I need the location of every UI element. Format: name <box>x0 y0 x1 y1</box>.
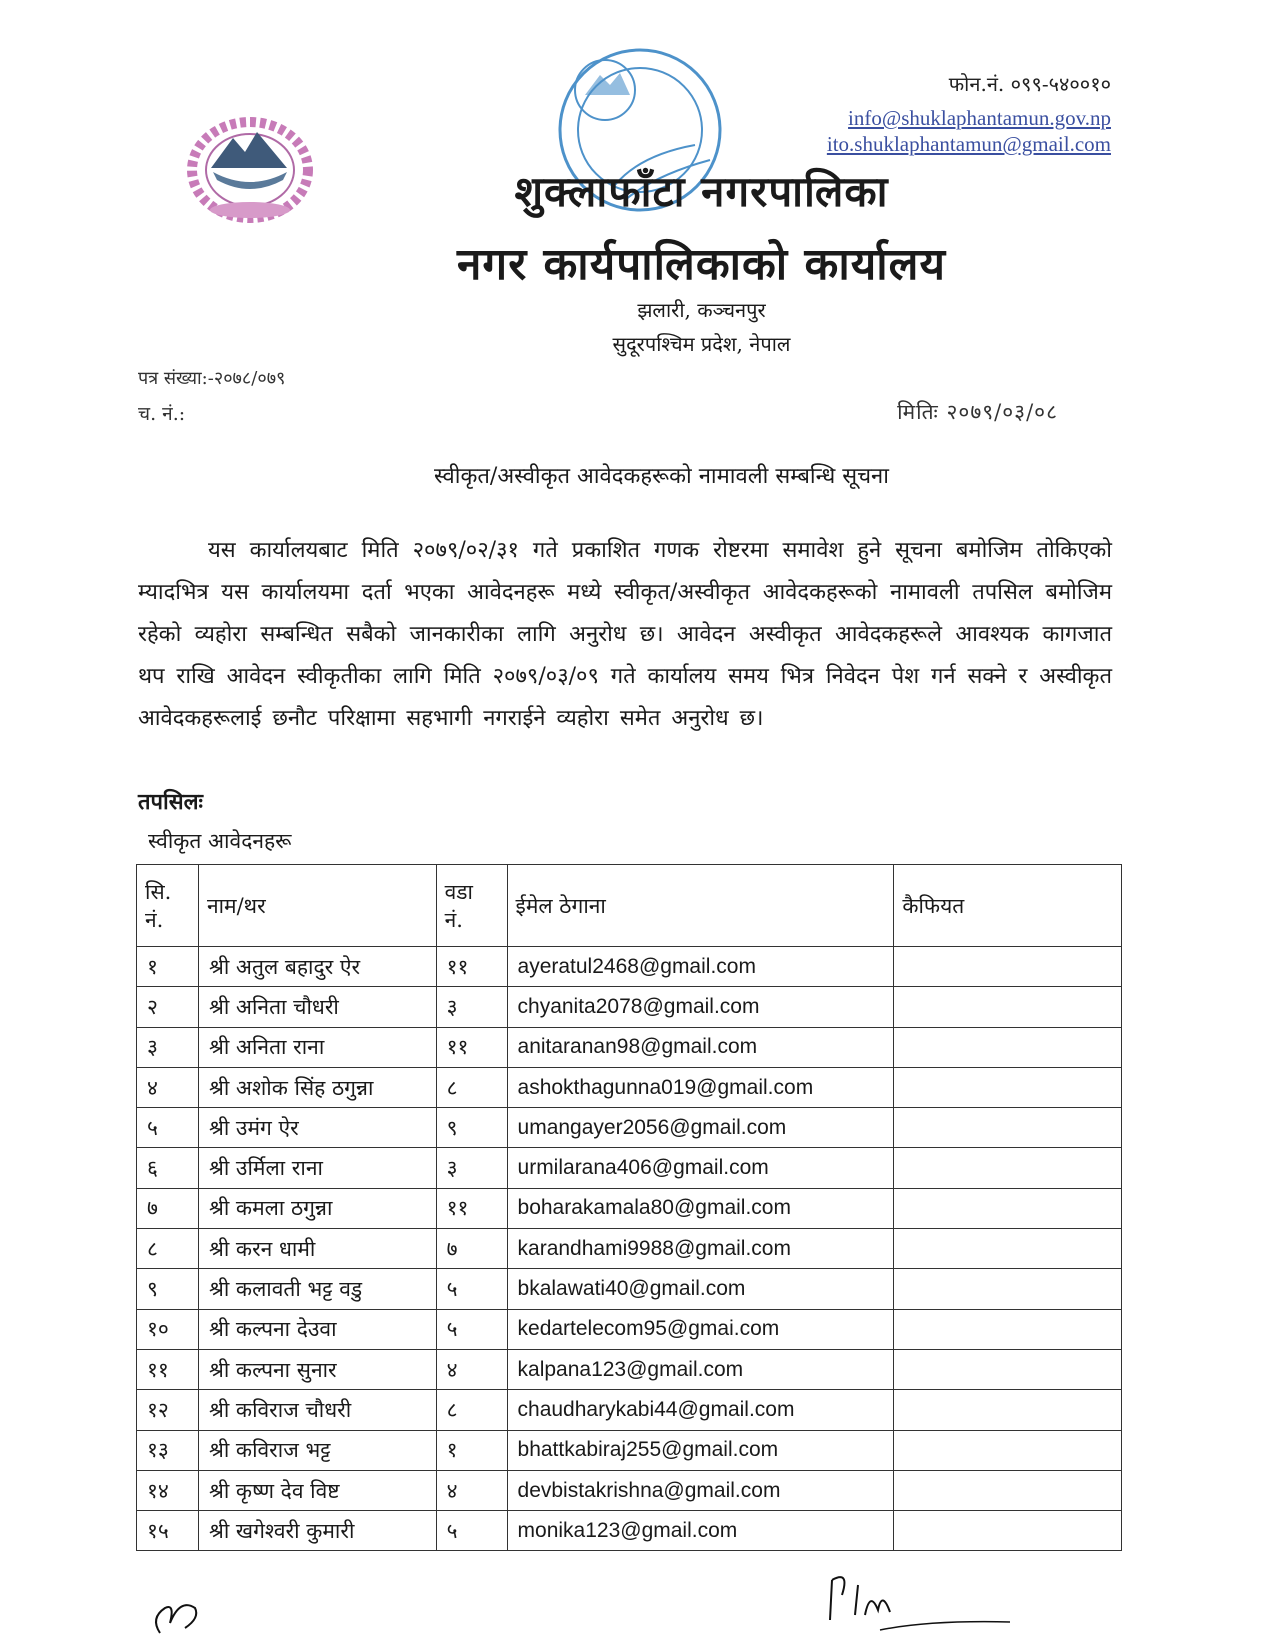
cell-name: श्री अनिता राना <box>198 1027 436 1067</box>
accepted-applications-label: स्वीकृत आवेदनहरू <box>148 829 292 853</box>
cell-ward: ३ <box>436 987 507 1027</box>
cell-name: श्री खगेश्वरी कुमारी <box>198 1511 436 1551</box>
cell-email: bhattkabiraj255@gmail.com <box>507 1430 894 1470</box>
cell-name: श्री कल्पना देउवा <box>198 1309 436 1349</box>
table-row <box>137 1430 1122 1470</box>
cell-name: श्री अनिता चौधरी <box>198 987 436 1027</box>
cell-sn: ८ <box>137 1229 199 1269</box>
cell-remarks <box>894 1027 1122 1067</box>
cell-ward: ५ <box>436 1511 507 1551</box>
cell-sn: ६ <box>137 1148 199 1188</box>
cell-remarks <box>894 947 1122 987</box>
table-row <box>137 1148 1122 1188</box>
cell-ward: १ <box>436 1430 507 1470</box>
cell-remarks <box>894 1067 1122 1107</box>
cell-email: monika123@gmail.com <box>507 1511 894 1551</box>
letter-date: मितिः २०७९/०३/०८ <box>897 400 1058 424</box>
cell-remarks <box>894 1108 1122 1148</box>
cell-sn: १३ <box>137 1430 199 1470</box>
cell-sn: ४ <box>137 1067 199 1107</box>
col-header-ward-line2: नं. <box>444 907 463 932</box>
handwritten-signature-icon <box>820 1560 1020 1638</box>
cell-sn: १२ <box>137 1390 199 1430</box>
cell-sn: २ <box>137 987 199 1027</box>
cell-email: kalpana123@gmail.com <box>507 1349 894 1389</box>
cell-email: bkalawati40@gmail.com <box>507 1269 894 1309</box>
cell-remarks <box>894 1511 1122 1551</box>
cell-sn: १४ <box>137 1470 199 1510</box>
cell-email: boharakamala80@gmail.com <box>507 1188 894 1228</box>
cell-email: karandhami9988@gmail.com <box>507 1229 894 1269</box>
cell-sn: ९ <box>137 1269 199 1309</box>
cell-ward: ९ <box>436 1108 507 1148</box>
cell-name: श्री करन धामी <box>198 1229 436 1269</box>
cell-ward: ७ <box>436 1229 507 1269</box>
col-header-sn-line2: नं. <box>145 907 164 932</box>
cell-sn: १० <box>137 1309 199 1349</box>
cell-name: श्री अशोक सिंह ठगुन्ना <box>198 1067 436 1107</box>
table-row <box>137 1470 1122 1510</box>
table-row <box>137 1511 1122 1551</box>
cell-sn: १ <box>137 947 199 987</box>
cell-email: ayeratul2468@gmail.com <box>507 947 894 987</box>
cell-name: श्री कविराज भट्ट <box>198 1430 436 1470</box>
col-header-name: नाम/थर <box>198 865 436 947</box>
cell-email: chyanita2078@gmail.com <box>507 987 894 1027</box>
cell-email: kedartelecom95@gmai.com <box>507 1309 894 1349</box>
cell-email: anitaranan98@gmail.com <box>507 1027 894 1067</box>
table-header-row <box>137 865 1122 947</box>
cell-ward: ४ <box>436 1349 507 1389</box>
cell-email: chaudharykabi44@gmail.com <box>507 1390 894 1430</box>
cell-email: urmilarana406@gmail.com <box>507 1148 894 1188</box>
table-row <box>137 1229 1122 1269</box>
applicants-table <box>136 864 1122 1551</box>
cell-remarks <box>894 1349 1122 1389</box>
org-name: शुक्लाफाँटा नगरपालिका <box>514 167 889 216</box>
cell-name: श्री कलावती भट्ट वडु <box>198 1269 436 1309</box>
col-header-email: ईमेल ठेगाना <box>507 865 894 947</box>
col-header-sn <box>137 865 199 947</box>
table-row <box>137 1067 1122 1107</box>
col-header-ward <box>436 865 507 947</box>
cell-remarks <box>894 1430 1122 1470</box>
cell-name: श्री कल्पना सुनार <box>198 1349 436 1389</box>
cell-name: श्री उमंग ऐर <box>198 1108 436 1148</box>
cell-sn: ३ <box>137 1027 199 1067</box>
table-row <box>137 1349 1122 1389</box>
cell-ward: ८ <box>436 1067 507 1107</box>
cell-ward: ३ <box>436 1148 507 1188</box>
cell-remarks <box>894 1470 1122 1510</box>
cell-remarks <box>894 1269 1122 1309</box>
details-heading: तपसिलः <box>138 789 203 815</box>
cell-remarks <box>894 1148 1122 1188</box>
cell-ward: ११ <box>436 1188 507 1228</box>
cell-sn: १५ <box>137 1511 199 1551</box>
address-line-1: झलारी, कञ्चनपुर <box>637 298 766 322</box>
cell-name: श्री कृष्ण देव विष्ट <box>198 1470 436 1510</box>
cell-remarks <box>894 1229 1122 1269</box>
table-row <box>137 1108 1122 1148</box>
cell-remarks <box>894 987 1122 1027</box>
cell-ward: ४ <box>436 1470 507 1510</box>
cell-sn: ५ <box>137 1108 199 1148</box>
table-row <box>137 1309 1122 1349</box>
reference-number: पत्र संख्या:-२०७८/०७९ <box>138 368 286 389</box>
cell-remarks <box>894 1390 1122 1430</box>
cell-email: umangayer2056@gmail.com <box>507 1108 894 1148</box>
phone-number: फोन.नं. ०९९-५४००१० <box>948 72 1111 96</box>
table-row <box>137 1027 1122 1067</box>
cell-remarks <box>894 1188 1122 1228</box>
cell-name: श्री उर्मिला राना <box>198 1148 436 1188</box>
notice-body: यस कार्यालयबाट मिति २०७९/०२/३१ गते प्रकाशित गणक रोष्टरमा समावेश हुने सूचना बमोजिम तोकिएको म्यादभित्र यस कार्यालयमा दर्ता भएका आवेदनहरू मध्ये स्वीकृत/अस्वीकृत आवेदकहरूको नामावली तपसिल बमोजिम रहेको व्यहोरा सम्बन्धित सबैको जानकारीका लागि अनुरोध छ। आवेदन अस्वीकृत आवेदकहरूले आवश्यक कागजात थप राखि आवेदन स्वीकृतीका लागि मिति २०७९/०३/०९ गते कार्यालय समय भित्र निवेदन पेश गर्न सक्ने र अस्वीकृत आवेदकहरूलाई छनौट परिक्षामा सहभागी नगराईने व्यहोरा समेत अनुरोध छ। <box>138 538 1112 731</box>
cell-ward: ११ <box>436 947 507 987</box>
table-row <box>137 1390 1122 1430</box>
cell-name: श्री कमला ठगुन्ना <box>198 1188 436 1228</box>
cell-ward: ११ <box>436 1027 507 1067</box>
address-line-2: सुदूरपश्चिम प्रदेश, नेपाल <box>612 332 791 356</box>
cell-ward: ८ <box>436 1390 507 1430</box>
table-row <box>137 1269 1122 1309</box>
table-row <box>137 947 1122 987</box>
dispatch-number: च. नं.: <box>138 403 186 425</box>
contact-block <box>827 70 1111 157</box>
col-header-sn-line1: सि. <box>145 879 172 904</box>
handwritten-signature-icon <box>140 1578 220 1638</box>
cell-ward: ५ <box>436 1309 507 1349</box>
cell-name: श्री अतुल बहादुर ऐर <box>198 947 436 987</box>
email-link-ito[interactable]: ito.shuklaphantamun@gmail.com <box>826 132 1111 156</box>
cell-remarks <box>894 1309 1122 1349</box>
table-row <box>137 1188 1122 1228</box>
table-row <box>137 987 1122 1027</box>
email-link-info[interactable]: info@shuklaphantamun.gov.np <box>848 106 1111 130</box>
notice-subject: स्वीकृत/अस्वीकृत आवेदकहरूको नामावली सम्बन्धि सूचना <box>434 464 889 489</box>
cell-sn: ७ <box>137 1188 199 1228</box>
cell-sn: ११ <box>137 1349 199 1389</box>
cell-ward: ५ <box>436 1269 507 1309</box>
cell-name: श्री कविराज चौधरी <box>198 1390 436 1430</box>
cell-email: devbistakrishna@gmail.com <box>507 1470 894 1510</box>
cell-email: ashokthagunna019@gmail.com <box>507 1067 894 1107</box>
col-header-remarks: कैफियत <box>894 865 1122 947</box>
office-name: नगर कार्यपालिकाको कार्यालय <box>457 239 946 290</box>
col-header-ward-line1: वडा <box>444 879 473 904</box>
